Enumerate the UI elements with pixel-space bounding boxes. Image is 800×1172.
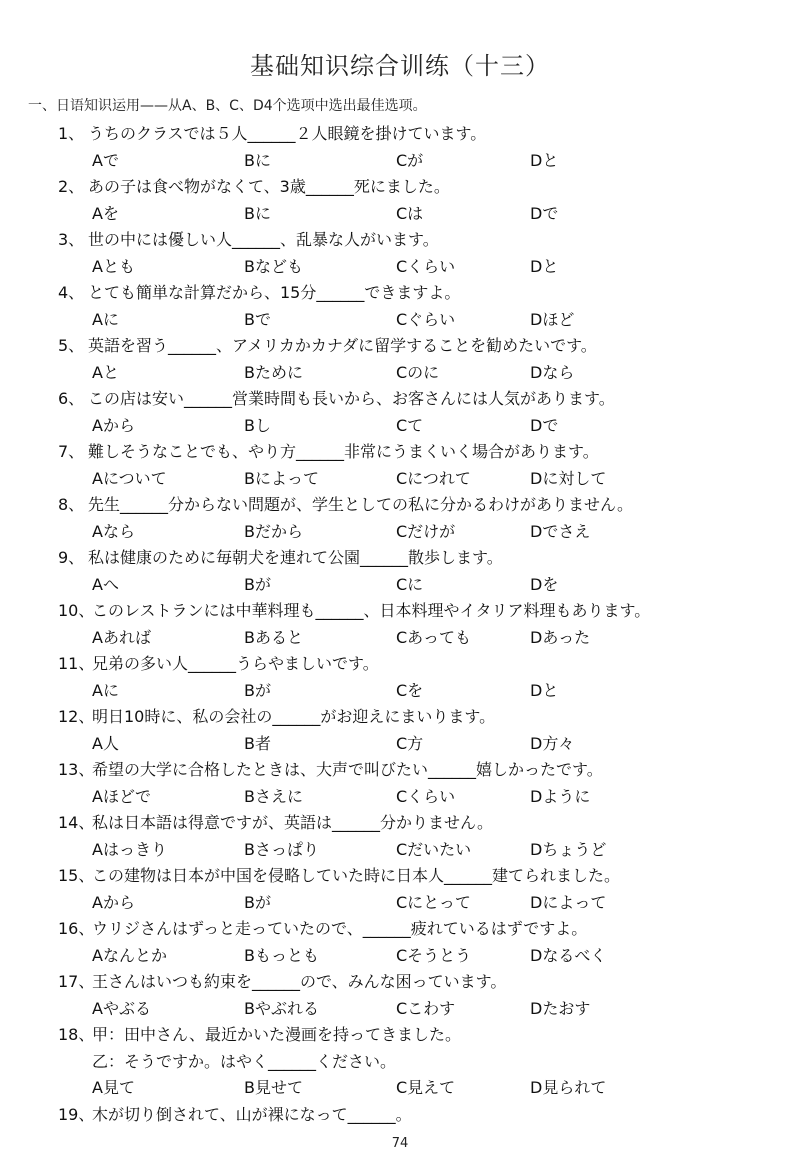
option-d: Dなるべく	[530, 945, 607, 965]
option-c: Cが	[396, 150, 424, 170]
question-text: あの子は食べ物がなくて、3歳______死にました。	[88, 177, 450, 196]
option-d: Dによって	[530, 892, 607, 912]
option-c: Cそうとう	[396, 945, 472, 965]
question-number: 3、	[58, 230, 85, 249]
option-a: Aへ	[92, 574, 119, 594]
question-17	[58, 969, 506, 992]
option-c: Cを	[396, 680, 424, 700]
question-dialogue-line: 乙：そうですか。はやく______ください。	[92, 1051, 397, 1071]
option-d: Dで	[530, 415, 559, 435]
question-5	[58, 333, 597, 356]
question-14	[58, 810, 493, 833]
question-3	[58, 227, 439, 250]
question-text: 木が切り倒されて、山が裸になって______。	[92, 1104, 412, 1124]
question-18	[58, 1022, 461, 1045]
question-number: 15、	[58, 866, 95, 885]
option-d: D方々	[530, 733, 575, 753]
question-19	[58, 1102, 412, 1125]
question-number: 13、	[58, 760, 95, 779]
option-c: Cだいたい	[396, 839, 472, 859]
option-b: Bが	[244, 892, 271, 912]
option-d: Dちょうど	[530, 839, 607, 859]
question-13	[58, 757, 603, 780]
option-b: Bが	[244, 680, 271, 700]
question-text: 兄弟の多い人______うらやましいです。	[92, 654, 379, 673]
option-a: A見て	[92, 1078, 135, 1097]
question-number: 11、	[58, 654, 95, 673]
option-d: Dで	[530, 203, 559, 223]
option-b: B者	[244, 733, 271, 753]
option-c: C方	[396, 733, 424, 753]
option-c: Cのに	[396, 362, 440, 382]
option-c: Cくらい	[396, 786, 456, 806]
option-a: Aに	[92, 680, 119, 700]
question-text: とても簡単な計算だから、15分______できますよ。	[88, 283, 461, 302]
question-text: この店は安い______営業時間も長いから、お客さんには人気があります。	[88, 389, 615, 408]
option-d: Dなら	[530, 362, 575, 382]
option-a: Aほどで	[92, 786, 151, 806]
question-12	[58, 704, 495, 727]
option-a: Aで	[92, 150, 119, 170]
question-9	[58, 545, 503, 568]
option-a: Aやぶる	[92, 998, 151, 1018]
option-a: A人	[92, 733, 119, 753]
option-b: Bやぶれる	[244, 998, 319, 1018]
question-number: 6、	[58, 389, 85, 408]
option-b: B見せて	[244, 1078, 303, 1097]
question-number: 8、	[58, 495, 85, 514]
question-number: 17、	[58, 972, 95, 991]
option-b: Bに	[244, 203, 271, 223]
question-text: この建物は日本が中国を侵略していた時に日本人______建てられました。	[92, 866, 621, 885]
option-c: Cぐらい	[396, 309, 456, 329]
question-number: 1、	[58, 124, 85, 143]
option-b: Bさっぱり	[244, 839, 319, 859]
question-text: ウリジさんはずっと走っていたので、______疲れているはずですよ。	[92, 919, 588, 938]
option-c: Cに	[396, 574, 424, 594]
question-text: 甲：田中さん、最近かいた漫画を持ってきました。	[92, 1025, 461, 1044]
option-b: Bが	[244, 574, 271, 594]
question-4	[58, 280, 460, 303]
question-number: 19、	[58, 1104, 95, 1124]
option-a: Aあれば	[92, 627, 151, 647]
option-d: Dように	[530, 786, 591, 806]
option-b: Bし	[244, 415, 271, 435]
option-a: Aから	[92, 415, 135, 435]
option-d: Dと	[530, 256, 559, 276]
question-text: 世の中には優しい人______、乱暴な人がいます。	[88, 230, 439, 249]
option-b: Bで	[244, 309, 271, 329]
option-c: Cこわす	[396, 998, 456, 1018]
option-c: Cにとって	[396, 892, 471, 912]
question-7	[58, 439, 599, 462]
option-a: Aから	[92, 892, 135, 912]
option-b: Bあると	[244, 627, 303, 647]
section-instruction: 一、日语知识运用——从A、B、C、D4个选项中选出最佳选项。	[28, 98, 427, 114]
question-text: 明日10時に、私の会社の______がお迎えにまいります。	[92, 707, 496, 726]
question-text: 希望の大学に合格したときは、大声で叫びたい______嬉しかったです。	[92, 760, 603, 779]
question-2	[58, 174, 450, 197]
option-c: C見えて	[396, 1078, 456, 1097]
option-a: Aなら	[92, 521, 135, 541]
question-6	[58, 386, 615, 409]
question-text: 私は日本語は得意ですが、英語は______分かりません。	[92, 813, 493, 832]
question-15	[58, 863, 620, 886]
question-number: 9、	[58, 548, 85, 567]
question-text: このレストランには中華料理も______、日本料理やイタリア料理もあります。	[92, 601, 651, 620]
question-number: 18、	[58, 1025, 95, 1044]
question-number: 14、	[58, 813, 95, 832]
option-d: Dに対して	[530, 468, 607, 488]
option-d: Dたおす	[530, 998, 591, 1018]
option-c: Cにつれて	[396, 468, 471, 488]
option-d: Dと	[530, 150, 559, 170]
question-11	[58, 651, 379, 674]
option-a: Aとも	[92, 256, 135, 276]
option-b: Bによって	[244, 468, 319, 488]
option-b: Bだから	[244, 521, 303, 541]
option-d: Dを	[530, 574, 559, 594]
option-d: D見られて	[530, 1078, 607, 1097]
option-a: Aに	[92, 309, 119, 329]
question-number: 16、	[58, 919, 95, 938]
option-c: Cだけが	[396, 521, 456, 541]
option-c: Cくらい	[396, 256, 456, 276]
question-text: 先生______分からない問題が、学生としての私に分かるわけがありません。	[88, 495, 633, 514]
option-a: Aはっきり	[92, 839, 167, 859]
option-a: Aと	[92, 362, 119, 382]
option-d: Dと	[530, 680, 559, 700]
option-d: Dほど	[530, 309, 575, 329]
option-b: Bもっとも	[244, 945, 319, 965]
option-b: Bために	[244, 362, 303, 382]
page-number: 74	[391, 1136, 409, 1151]
question-number: 7、	[58, 442, 85, 461]
question-text: 英語を習う______、アメリカかカナダに留学することを勧めたいです。	[88, 336, 597, 355]
option-a: Aを	[92, 203, 119, 223]
question-1	[58, 121, 486, 144]
question-number: 4、	[58, 283, 85, 302]
option-d: Dでさえ	[530, 521, 591, 541]
option-a: Aについて	[92, 468, 167, 488]
option-c: Cあっても	[396, 627, 472, 647]
question-text: 私は健康のために毎朝犬を連れて公園______散歩します。	[88, 548, 503, 567]
question-10	[58, 598, 650, 621]
question-text: 難しそうなことでも、やり方______非常にうまくいく場合があります。	[88, 442, 599, 461]
option-c: Cて	[396, 415, 424, 435]
option-a: Aなんとか	[92, 945, 167, 965]
question-8	[58, 492, 633, 515]
question-16	[58, 916, 587, 939]
question-number: 5、	[58, 336, 85, 355]
option-b: Bなども	[244, 256, 303, 276]
question-text: 王さんはいつも約束を______ので、みんな困っています。	[92, 972, 507, 991]
option-b: Bに	[244, 150, 271, 170]
question-text: うちのクラスでは５人______２人眼鏡を掛けています。	[88, 124, 487, 143]
question-number: 10、	[58, 601, 95, 620]
page-title: 基础知识综合训练（十三）	[250, 52, 550, 80]
option-c: Cは	[396, 203, 424, 223]
option-b: Bさえに	[244, 786, 303, 806]
question-number: 2、	[58, 177, 85, 196]
question-number: 12、	[58, 707, 95, 726]
option-d: Dあった	[530, 627, 591, 647]
